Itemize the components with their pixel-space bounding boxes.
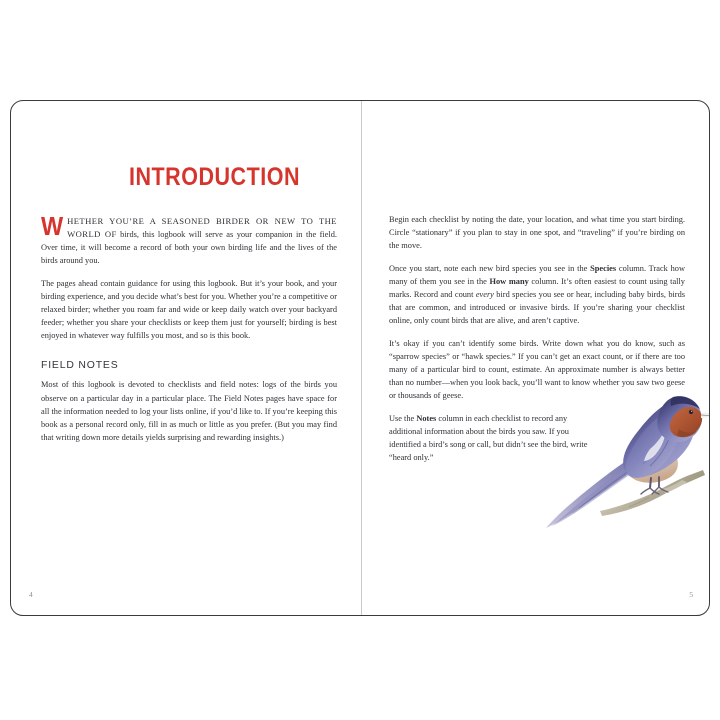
right-paragraph-1: Begin each checklist by noting the date, your location, and what time you start birding. Circle “stationary” if you plan to stay in one spot, and “traveling” if you’re birding on the move. — [389, 215, 685, 251]
field-notes-section — [41, 359, 337, 444]
rp2-a: Once you start, note each new bird species you see in the — [389, 263, 591, 273]
right-column-text — [389, 213, 685, 464]
rp2-e: column. It’s often easiest to count using tally marks. Record and count — [389, 276, 685, 299]
emphasis-every: every — [475, 289, 494, 299]
beak-shape — [701, 413, 710, 418]
leg-shape — [650, 478, 651, 488]
species-column-label: Species — [590, 263, 617, 273]
right-paragraph-2 — [389, 262, 685, 327]
page-number-right: 5 — [689, 590, 693, 599]
drop-cap-letter: W — [41, 213, 64, 241]
open-book — [10, 100, 710, 616]
opening-small-caps: HETHER YOU’RE A SEASONED BIRDER OR NEW TO THE WORLD OF — [67, 216, 337, 240]
field-notes-heading: FIELD NOTES — [41, 360, 119, 372]
how-many-column-label: How many — [489, 276, 529, 286]
left-paragraph-2: The pages ahead contain guidance for using this logbook. But it’s your book, and your birding experience, and you decide what’s best for you. Whether you’re a competitive or relaxed birder; whether you roam far and wide or keep daily watch over your backyard feeder; whether you share your checklists or keep them just for yourself; birding is best enjoyed in whatever way fulfills you most, and so is this book. — [41, 278, 337, 341]
left-column-text — [41, 215, 337, 444]
rp2-g: bird species you see or hear, including baby birds, birds that are common, and introduced or invasive birds. If you’re sharing your checklist online, only count birds that are alive, and aren’t captive. — [389, 289, 686, 326]
opening-paragraph — [41, 215, 337, 267]
page-number-left: 4 — [29, 590, 33, 599]
page-title: INTRODUCTION — [129, 163, 301, 191]
right-paragraph-3: It’s okay if you can’t identify some birds. Write down what you do know, such as “sparrow species” or “hawk species.” If you can’t get an exact count, or if there are too many of a particular bird to count, estimate. An approximate number is always better than no number—when you look back, you’ll want to know whether you saw two geese or thousands of geese. — [389, 338, 685, 401]
left-page — [11, 101, 361, 616]
right-paragraph-4 — [389, 412, 601, 464]
field-notes-paragraph: Most of this logbook is devoted to checklists and field notes: logs of the birds you observe on a particular day in a particular place. The Field Notes pages have space for all the information needed to log your lists online, if you’d like to. If you’re keeping this book as a personal record only, fill in as much or little as you prefer. (But you may find that writing down more details yields surprising and rewarding insights.) — [41, 380, 337, 442]
notes-column-label: Notes — [416, 413, 437, 423]
rp4-c: column in each checklist to record any additional information about the birds you saw. If you identified a bird’s song or call, but didn’t see the bird, write “heard only.” — [389, 413, 588, 462]
rp2-c: column. Track how many of them you see in the — [389, 263, 686, 286]
tail-shape — [546, 459, 632, 528]
opening-paragraph-rest: birds, this logbook will serve as your companion in the field. Over time, it will become a record of both your own birding life and the lives of the birds around you. — [41, 230, 337, 266]
eye-shape — [689, 410, 693, 414]
right-page — [362, 101, 710, 616]
rp4-a: Use the — [389, 413, 417, 423]
branch-shape — [600, 470, 705, 516]
